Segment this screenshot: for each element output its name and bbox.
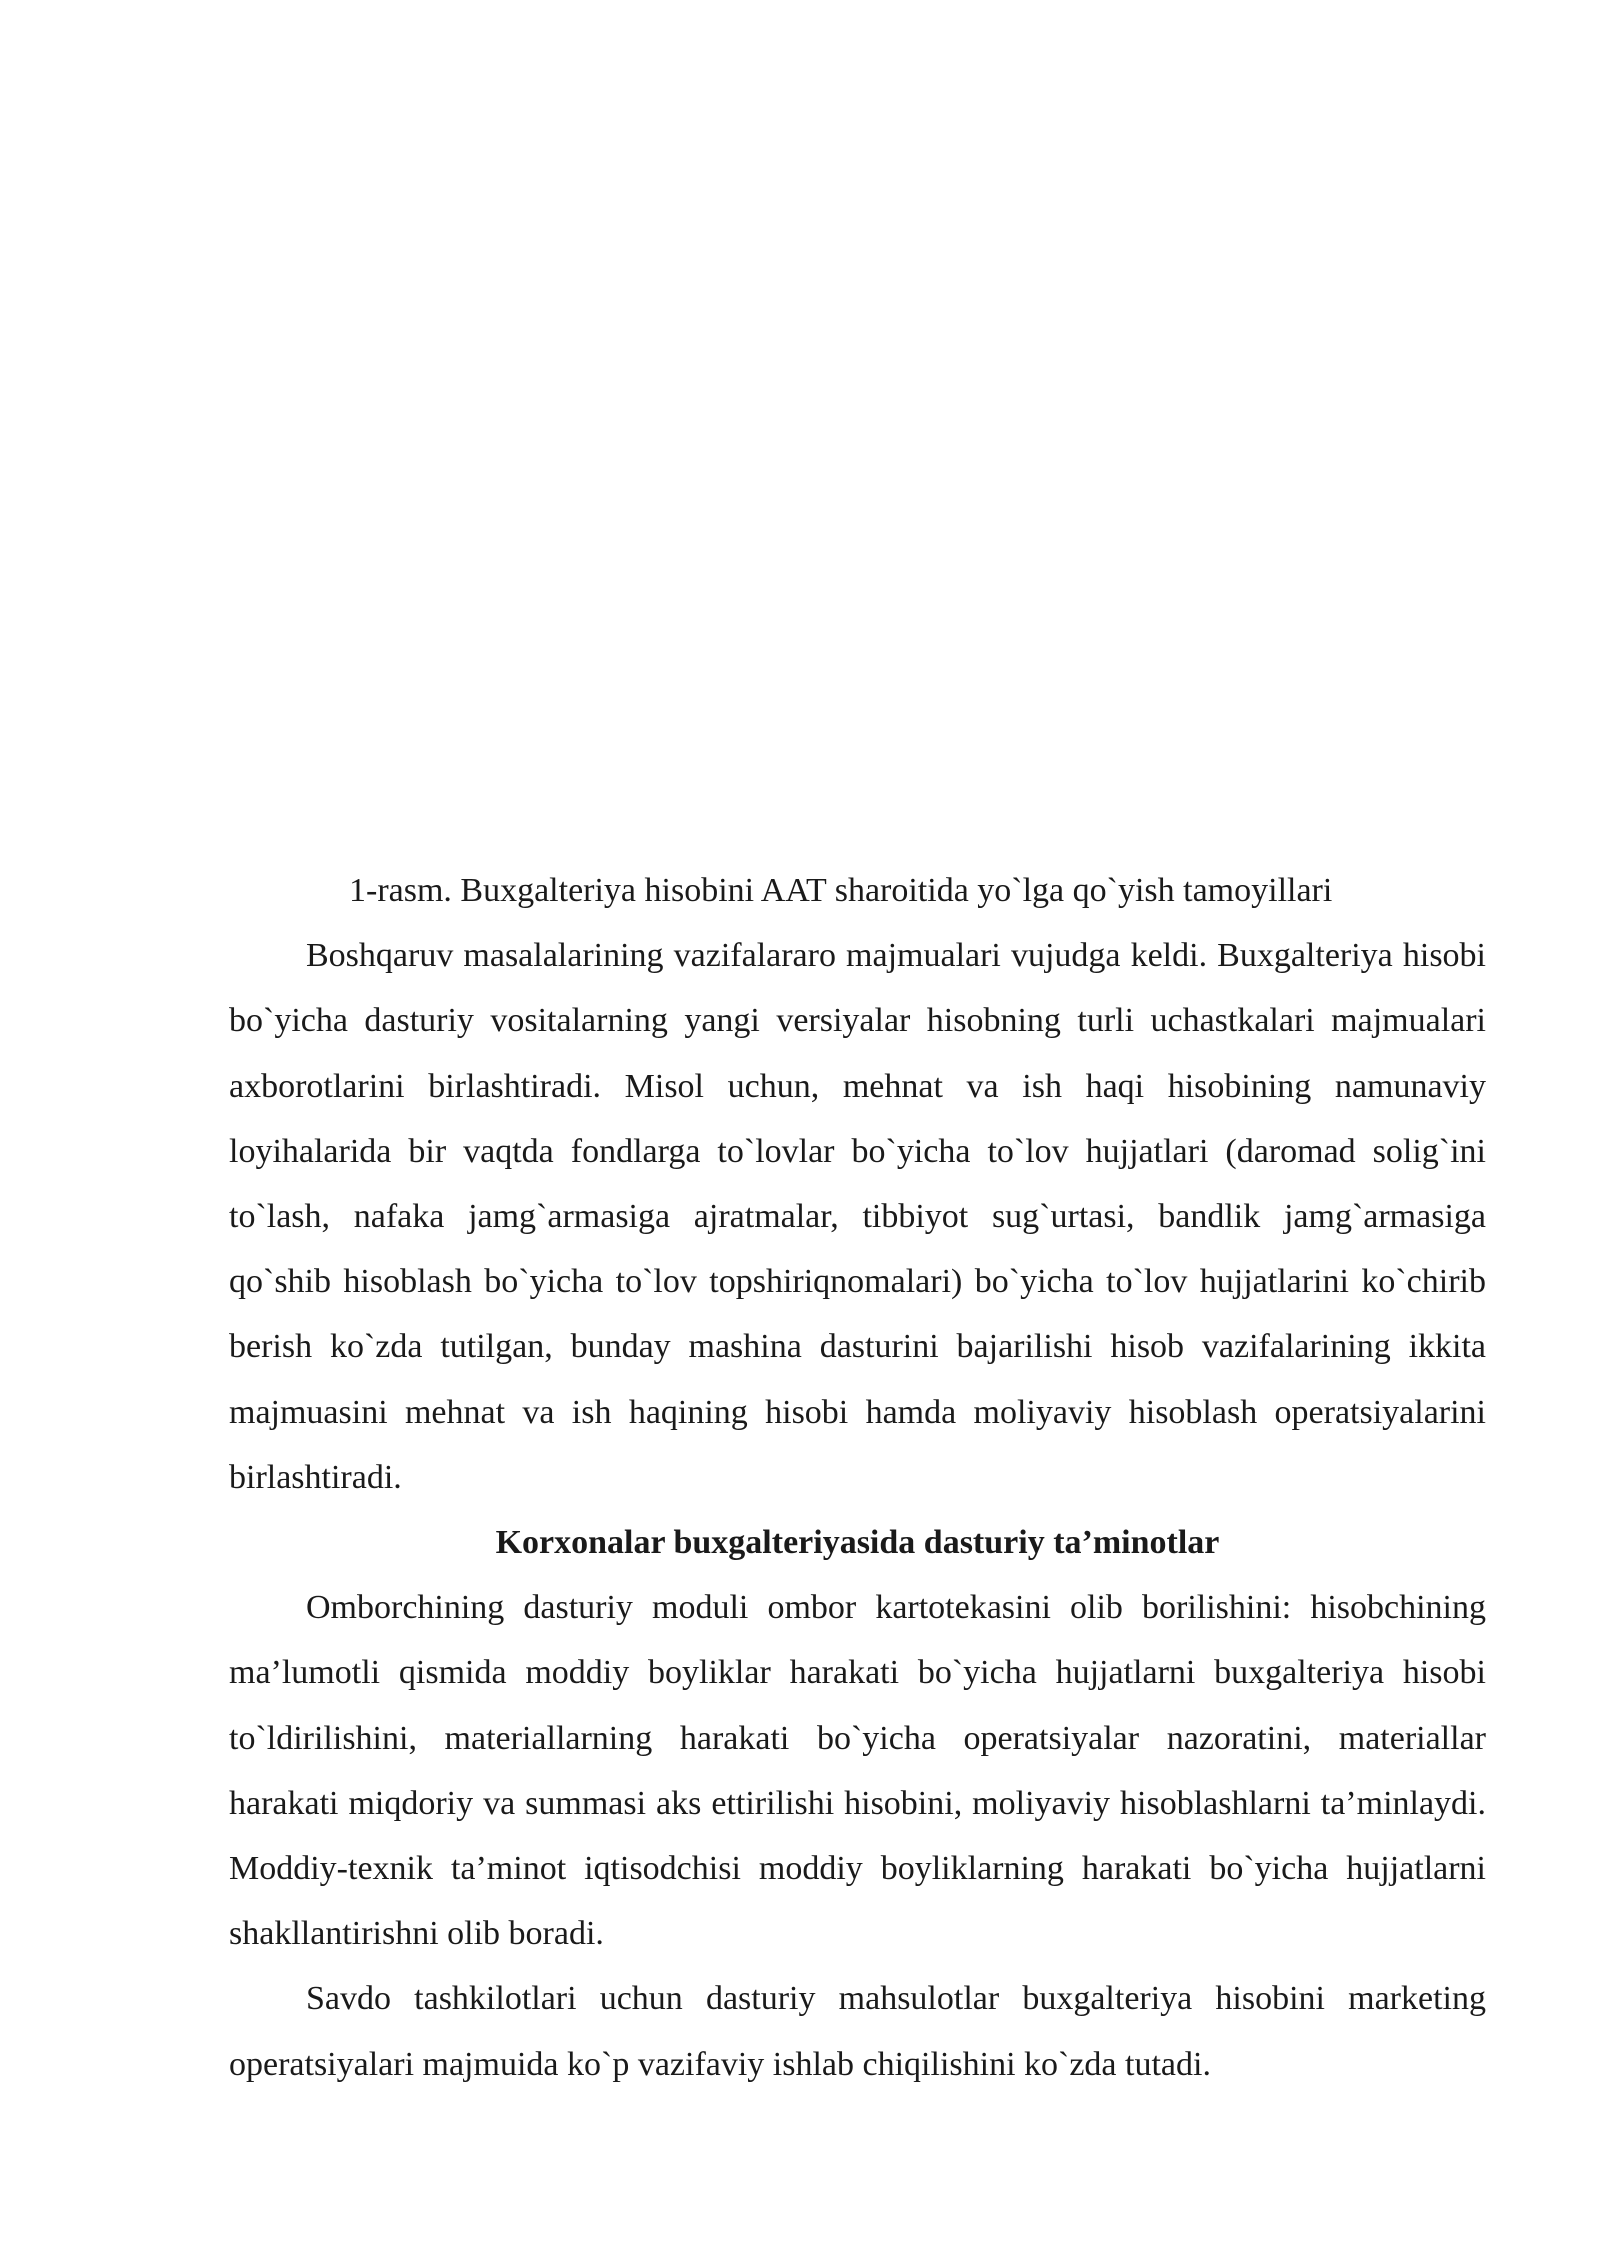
figure-caption: 1-rasm. Buxgalteriya hisobini AAT sharoitida yo`lga qo`yish tamoyillari: [349, 872, 1333, 909]
paragraph-1: Boshqaruv masalalarining vazifalararo majmualari vujudga keldi. Buxgalteriya hisobi bo`yicha dasturiy vositalarning yangi versiyalar hisobning turli uchastkalari majmualari axborotlarini birlashtiradi. Misol uchun, mehnat va ish haqi hisobining namunaviy loyihalarida bir vaqtda fondlarga to`lovlar bo`yicha to`lov hujjatlari (daromad solig`ini to`lash, nafaka jamg`armasiga ajratmalar, tibbiyot sug`urtasi, bandlik jamg`armasiga qo`shib hisoblash bo`yicha to`lov topshiriqnomalari) bo`yicha to`lov hujjatlarini ko`chirib berish ko`zda tutilgan, bunday mashina dasturini bajarilishi hisob vazifalarining ikkita majmuasini mehnat va ish haqining hisobi hamda moliyaviy hisoblash operatsiyalarini birlashtiradi.: [229, 937, 1486, 1496]
section-heading: Korxonalar buxgalteriyasida dasturiy ta’minotlar: [495, 1524, 1220, 1562]
paragraph-2: Omborchining dasturiy moduli ombor kartotekasini olib borilishini: hisobchining ma’lumotli qismida moddiy boyliklar harakati bo`yicha hujjatlarni buxgalteriya hisobi to`ldirilishini, materiallarning harakati bo`yicha operatsiyalar nazoratini, materiallar harakati miqdoriy va summasi aks ettirilishi hisobini, moliyaviy hisoblashlarni ta’minlaydi. Moddiy-texnik ta’minot iqtisodchisi moddiy boyliklarning harakati bo`yicha hujjatlarni shakllantirishni olib boradi.: [229, 1589, 1486, 1953]
document-body: [229, 858, 1486, 2097]
paragraph-3: Savdo tashkilotlari uchun dasturiy mahsulotlar buxgalteriya hisobini marketing operatsiyalari majmuida ko`p vazifaviy ishlab chiqilishini ko`zda tutadi.: [229, 1980, 1486, 2083]
